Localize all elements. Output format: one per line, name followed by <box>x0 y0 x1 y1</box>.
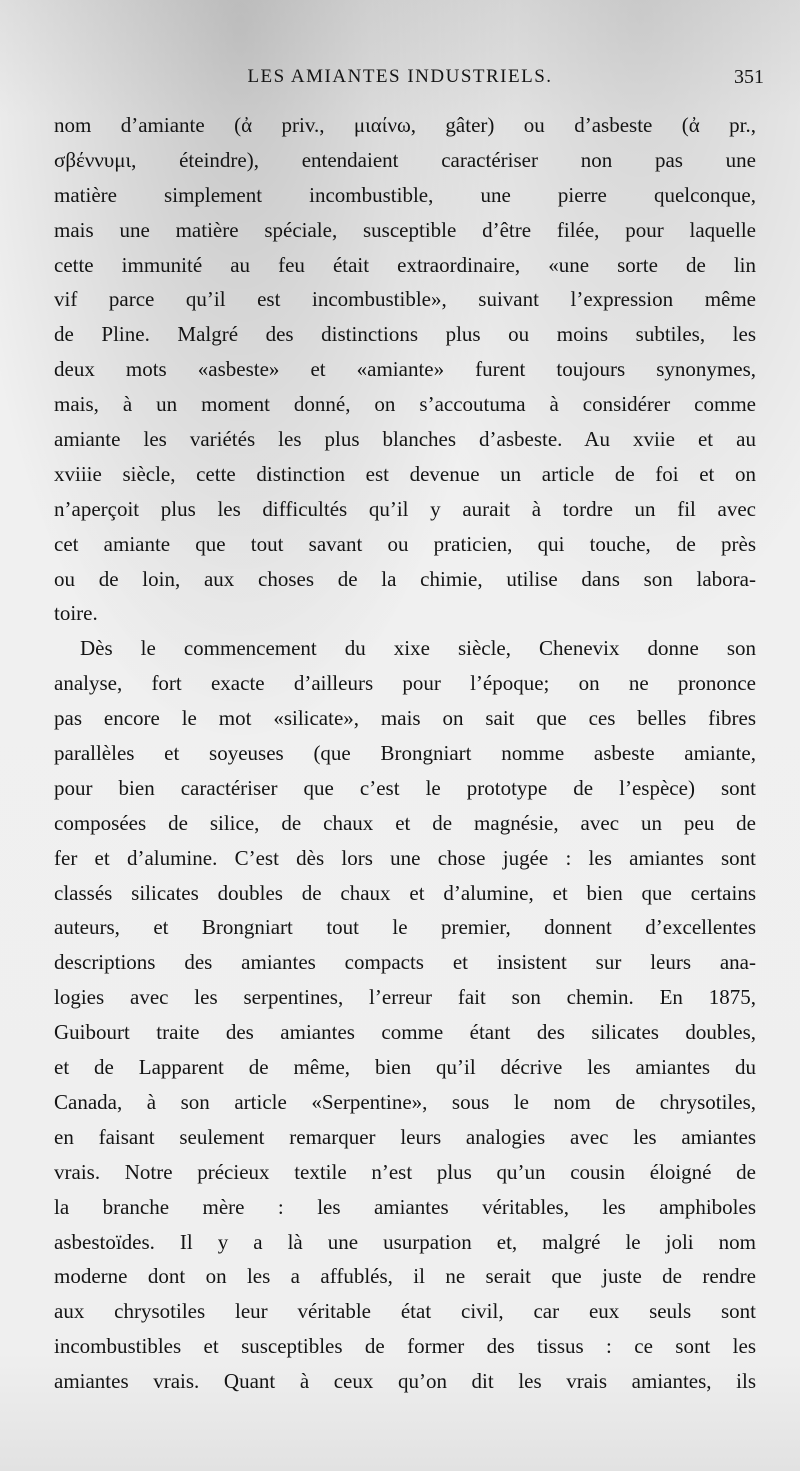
text-line: deux mots «asbeste» et «amiante» furent toujours synonymes, <box>54 357 756 382</box>
text-line: et de Lapparent de même, bien qu’il décrive les amiantes du <box>54 1055 756 1080</box>
text-line: logies avec les serpentines, l’erreur fait son chemin. En 1875, <box>54 985 756 1010</box>
text-line: cet amiante que tout savant ou praticien, qui touche, de près <box>54 531 756 556</box>
text-line: pour bien caractériser que c’est le prototype de l’espèce) sont <box>54 775 756 800</box>
text-line: la branche mère : les amiantes véritables, les amphiboles <box>54 1194 756 1219</box>
page-header <box>0 66 800 96</box>
text-line: σβέννυμι, éteindre), entendaient caractériser non pas une <box>54 147 756 172</box>
paragraph-1 <box>54 108 756 631</box>
text-line: n’aperçoit plus les difficultés qu’il y aurait à tordre un fil avec <box>54 496 756 521</box>
text-line: composées de silice, de chaux et de magnésie, avec un peu de <box>54 810 756 835</box>
text-line: mais une matière spéciale, susceptible d’être filée, pour laquelle <box>54 217 756 242</box>
text-line: matière simplement incombustible, une pierre quelconque, <box>54 182 756 207</box>
text-line: classés silicates doubles de chaux et d’alumine, et bien que certains <box>54 880 756 905</box>
text-line: vrais. Notre précieux textile n’est plus qu’un cousin éloigné de <box>54 1159 756 1184</box>
text-line: aux chrysotiles leur véritable état civil, car eux seuls sont <box>54 1299 756 1324</box>
page-number: 351 <box>734 66 764 88</box>
text-line: amiante les variétés les plus blanches d’asbeste. Au xviie et au <box>54 427 756 452</box>
text-line: vif parce qu’il est incombustible», suivant l’expression même <box>54 287 756 312</box>
text-line: cette immunité au feu était extraordinaire, «une sorte de lin <box>54 252 756 277</box>
text-line: ou de loin, aux choses de la chimie, utilise dans son labora- <box>54 566 756 591</box>
text-line: pas encore le mot «silicate», mais on sait que ces belles fibres <box>54 706 756 731</box>
text-line: moderne dont on les a affublés, il ne serait que juste de rendre <box>54 1264 756 1289</box>
text-line: xviiie siècle, cette distinction est devenue un article de foi et on <box>54 461 756 486</box>
text-line: mais, à un moment donné, on s’accoutuma à considérer comme <box>54 392 756 417</box>
text-line: analyse, fort exacte d’ailleurs pour l’époque; on ne prononce <box>54 671 756 696</box>
text-line: Canada, à son article «Serpentine», sous le nom de chrysotiles, <box>54 1089 756 1114</box>
text-line: en faisant seulement remarquer leurs analogies avec les amiantes <box>54 1124 756 1149</box>
text-line: fer et d’alumine. C’est dès lors une chose jugée : les amiantes sont <box>54 845 756 870</box>
paragraph-2 <box>54 631 756 1399</box>
running-title: LES AMIANTES INDUSTRIELS. <box>247 66 553 87</box>
text-line: toire. <box>54 601 98 626</box>
text-line: incombustibles et susceptibles de former des tissus : ce sont les <box>54 1334 756 1359</box>
text-line: asbestoïdes. Il y a là une usurpation et, malgré le joli nom <box>54 1229 756 1254</box>
text-line: descriptions des amiantes compacts et insistent sur leurs ana- <box>54 950 756 975</box>
text-line: Dès le commencement du xixe siècle, Chenevix donne son <box>80 636 756 661</box>
text-line: auteurs, et Brongniart tout le premier, donnent d’excellentes <box>54 915 756 940</box>
text-line: nom d’amiante (ἀ priv., μιαίνω, gâter) ou d’asbeste (ἀ pr., <box>54 113 756 137</box>
text-line: amiantes vrais. Quant à ceux qu’on dit les vrais amiantes, ils <box>54 1369 756 1394</box>
text-line: Guibourt traite des amiantes comme étant des silicates doubles, <box>54 1020 756 1045</box>
text-line: parallèles et soyeuses (que Brongniart nomme asbeste amiante, <box>54 741 756 766</box>
text-line: de Pline. Malgré des distinctions plus ou moins subtiles, les <box>54 322 756 347</box>
body-text <box>54 108 756 1399</box>
